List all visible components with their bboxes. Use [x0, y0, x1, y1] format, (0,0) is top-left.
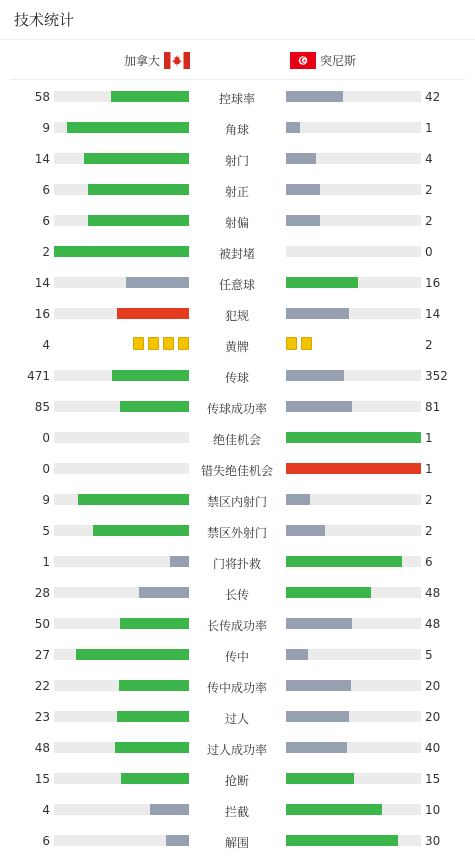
away-bar-fill: [286, 618, 352, 629]
home-bar-track: [54, 587, 189, 598]
stat-row: [0, 81, 475, 112]
home-value: 58: [34, 90, 50, 104]
home-bar-fill: [120, 401, 189, 412]
away-bar-track: [286, 525, 421, 536]
yellow-card-icon: [148, 337, 159, 350]
away-value: 2: [425, 214, 433, 228]
away-bar-fill: [286, 525, 325, 536]
stat-label: 射正: [224, 185, 249, 199]
away-value: 352: [425, 369, 448, 383]
away-yellow-cards: [286, 337, 312, 350]
home-bar-track: [54, 463, 189, 474]
stat-label: 过人成功率: [206, 743, 267, 757]
away-bar-track: [286, 742, 421, 753]
home-value: 6: [42, 834, 50, 848]
stat-label: 控球率: [218, 92, 255, 106]
away-bar-track: [286, 153, 421, 164]
stat-row: [0, 639, 475, 670]
away-bar-track: [286, 680, 421, 691]
away-bar-track: [286, 308, 421, 319]
away-bar-track: [286, 804, 421, 815]
home-bar-track: [54, 277, 189, 288]
stat-label: 禁区外射门: [206, 526, 267, 540]
home-value: 2: [42, 245, 50, 259]
home-bar-fill: [88, 184, 189, 195]
home-value: 50: [34, 617, 50, 631]
home-bar-fill: [67, 122, 189, 133]
away-value: 4: [425, 152, 433, 166]
away-bar-track: [286, 215, 421, 226]
home-value: 28: [34, 586, 50, 600]
home-bar-fill: [121, 773, 189, 784]
home-bar-track: [54, 153, 189, 164]
home-bar-track: [54, 835, 189, 846]
stat-label: 黄牌: [224, 340, 249, 354]
yellow-card-icon: [133, 337, 144, 350]
stat-row: [0, 391, 475, 422]
stat-row: [0, 794, 475, 825]
stat-label: 错失绝佳机会: [200, 464, 273, 478]
yellow-card-icon: [178, 337, 189, 350]
home-bar-fill: [166, 835, 189, 846]
away-bar-track: [286, 835, 421, 846]
home-value: 85: [34, 400, 50, 414]
away-value: 20: [425, 710, 441, 724]
home-value: 6: [42, 214, 50, 228]
home-bar-track: [54, 122, 189, 133]
away-value: 6: [425, 555, 433, 569]
home-value: 471: [27, 369, 50, 383]
teams-row: [10, 40, 465, 80]
stat-row: [0, 205, 475, 236]
stat-row: [0, 174, 475, 205]
yellow-card-icon: [163, 337, 174, 350]
stat-label: 绝佳机会: [212, 433, 261, 447]
home-value: 0: [42, 462, 50, 476]
home-bar-fill: [117, 711, 189, 722]
home-bar-track: [54, 618, 189, 629]
home-bar-fill: [139, 587, 189, 598]
stat-label: 射偏: [224, 216, 249, 230]
stat-row: [0, 143, 475, 174]
stat-label: 传球: [224, 371, 249, 385]
home-bar-track: [54, 804, 189, 815]
home-bar-fill: [150, 804, 189, 815]
home-value: 1: [42, 555, 50, 569]
stat-label: 过人: [224, 712, 249, 726]
away-team: [290, 52, 356, 69]
home-value: 23: [34, 710, 50, 724]
home-bar-track: [54, 91, 189, 102]
away-value: 1: [425, 462, 433, 476]
home-bar-track: [54, 773, 189, 784]
home-value: 6: [42, 183, 50, 197]
stat-label: 传中: [224, 650, 249, 664]
home-bar-track: [54, 432, 189, 443]
home-bar-fill: [119, 680, 189, 691]
away-value: 2: [425, 338, 433, 352]
away-value: 20: [425, 679, 441, 693]
away-value: 40: [425, 741, 441, 755]
canada-flag-icon: [164, 52, 190, 69]
stat-label: 角球: [224, 123, 249, 137]
away-value: 2: [425, 183, 433, 197]
stat-label: 长传: [224, 588, 249, 602]
away-team-name: 突尼斯: [320, 54, 357, 68]
tunisia-flag-icon: [290, 52, 316, 69]
home-bar-track: [54, 680, 189, 691]
away-bar-track: [286, 432, 421, 443]
away-value: 48: [425, 617, 441, 631]
home-value: 16: [34, 307, 50, 321]
away-bar-track: [286, 370, 421, 381]
home-value: 14: [34, 276, 50, 290]
home-bar-fill: [111, 91, 189, 102]
away-value: 10: [425, 803, 441, 817]
home-bar-fill: [126, 277, 189, 288]
home-bar-track: [54, 215, 189, 226]
home-bar-fill: [115, 742, 189, 753]
stat-row: [0, 298, 475, 329]
home-bar-track: [54, 649, 189, 660]
stat-label: 传中成功率: [206, 681, 267, 695]
away-bar-fill: [286, 401, 352, 412]
stat-label: 抢断: [224, 774, 249, 788]
stat-row: [0, 112, 475, 143]
stat-label: 传球成功率: [206, 402, 267, 416]
home-bar-fill: [78, 494, 189, 505]
home-bar-track: [54, 525, 189, 536]
away-bar-track: [286, 773, 421, 784]
away-bar-fill: [286, 308, 349, 319]
away-bar-track: [286, 122, 421, 133]
home-bar-track: [54, 711, 189, 722]
stat-label: 射门: [224, 154, 249, 168]
stat-label: 禁区内射门: [206, 495, 267, 509]
home-bar-fill: [93, 525, 189, 536]
home-bar-track: [54, 742, 189, 753]
home-value: 4: [42, 338, 50, 352]
away-bar-fill: [286, 649, 308, 660]
away-value: 0: [425, 245, 433, 259]
home-value: 9: [42, 121, 50, 135]
stat-label: 拦截: [224, 805, 249, 819]
away-value: 30: [425, 834, 441, 848]
stat-row: [0, 608, 475, 639]
away-value: 2: [425, 524, 433, 538]
stats-header: [0, 0, 475, 40]
stat-label: 任意球: [218, 278, 255, 292]
home-bar-track: [54, 246, 189, 257]
home-bar-fill: [88, 215, 189, 226]
home-bar-fill: [54, 246, 189, 257]
away-value: 2: [425, 493, 433, 507]
home-value: 22: [34, 679, 50, 693]
away-bar-fill: [286, 835, 398, 846]
away-bar-track: [286, 401, 421, 412]
home-bar-track: [54, 556, 189, 567]
away-value: 42: [425, 90, 441, 104]
away-bar-fill: [286, 494, 310, 505]
away-bar-track: [286, 246, 421, 257]
stat-row: [0, 670, 475, 701]
yellow-card-icon: [301, 337, 312, 350]
away-bar-fill: [286, 680, 351, 691]
stat-label: 被封堵: [218, 247, 255, 261]
away-bar-track: [286, 91, 421, 102]
away-bar-track: [286, 463, 421, 474]
home-bar-track: [54, 494, 189, 505]
home-yellow-cards: [133, 337, 189, 350]
stat-label: 门将扑救: [212, 557, 261, 571]
home-bar-fill: [76, 649, 189, 660]
home-value: 48: [34, 741, 50, 755]
stat-row: [0, 546, 475, 577]
away-value: 16: [425, 276, 441, 290]
stat-row: [0, 484, 475, 515]
away-bar-fill: [286, 122, 300, 133]
away-bar-fill: [286, 153, 316, 164]
stat-row: [0, 732, 475, 763]
away-value: 1: [425, 431, 433, 445]
home-value: 15: [34, 772, 50, 786]
home-bar-fill: [170, 556, 189, 567]
stats-list: [0, 80, 475, 856]
home-value: 27: [34, 648, 50, 662]
home-value: 14: [34, 152, 50, 166]
away-bar-fill: [286, 91, 343, 102]
away-bar-fill: [286, 370, 344, 381]
home-team: [124, 52, 190, 69]
away-bar-fill: [286, 711, 349, 722]
stat-row: [0, 329, 475, 360]
stat-row: [0, 267, 475, 298]
away-value: 81: [425, 400, 441, 414]
away-bar-fill: [286, 184, 320, 195]
home-bar-track: [54, 308, 189, 319]
away-bar-fill: [286, 804, 382, 815]
away-bar-fill: [286, 432, 421, 443]
away-value: 5: [425, 648, 433, 662]
stat-row: [0, 453, 475, 484]
home-value: 9: [42, 493, 50, 507]
page-title: 技术统计: [14, 11, 75, 29]
away-bar-track: [286, 277, 421, 288]
stat-row: [0, 422, 475, 453]
stat-label: 解围: [224, 836, 249, 850]
home-value: 4: [42, 803, 50, 817]
stat-label: 犯规: [224, 309, 249, 323]
stat-row: [0, 701, 475, 732]
home-bar-fill: [112, 370, 189, 381]
stat-row: [0, 763, 475, 794]
home-bar-track: [54, 370, 189, 381]
home-bar-fill: [84, 153, 189, 164]
away-bar-track: [286, 711, 421, 722]
away-value: 48: [425, 586, 441, 600]
stat-row: [0, 515, 475, 546]
away-bar-fill: [286, 215, 320, 226]
away-value: 15: [425, 772, 441, 786]
stat-row: [0, 577, 475, 608]
away-bar-fill: [286, 742, 347, 753]
stat-row: [0, 825, 475, 856]
stat-row: [0, 236, 475, 267]
away-bar-fill: [286, 277, 358, 288]
away-bar-fill: [286, 556, 402, 567]
away-bar-track: [286, 494, 421, 505]
home-bar-fill: [120, 618, 189, 629]
away-bar-track: [286, 556, 421, 567]
away-value: 1: [425, 121, 433, 135]
home-bar-track: [54, 184, 189, 195]
home-value: 0: [42, 431, 50, 445]
away-bar-track: [286, 587, 421, 598]
away-value: 14: [425, 307, 441, 321]
home-bar-fill: [117, 308, 189, 319]
away-bar-track: [286, 618, 421, 629]
away-bar-track: [286, 184, 421, 195]
stat-row: [0, 360, 475, 391]
stat-label: 长传成功率: [206, 619, 267, 633]
away-bar-fill: [286, 463, 421, 474]
home-value: 5: [42, 524, 50, 538]
away-bar-fill: [286, 587, 371, 598]
away-bar-track: [286, 649, 421, 660]
home-bar-track: [54, 401, 189, 412]
home-team-name: 加拿大: [123, 54, 160, 68]
yellow-card-icon: [286, 337, 297, 350]
away-bar-fill: [286, 773, 354, 784]
